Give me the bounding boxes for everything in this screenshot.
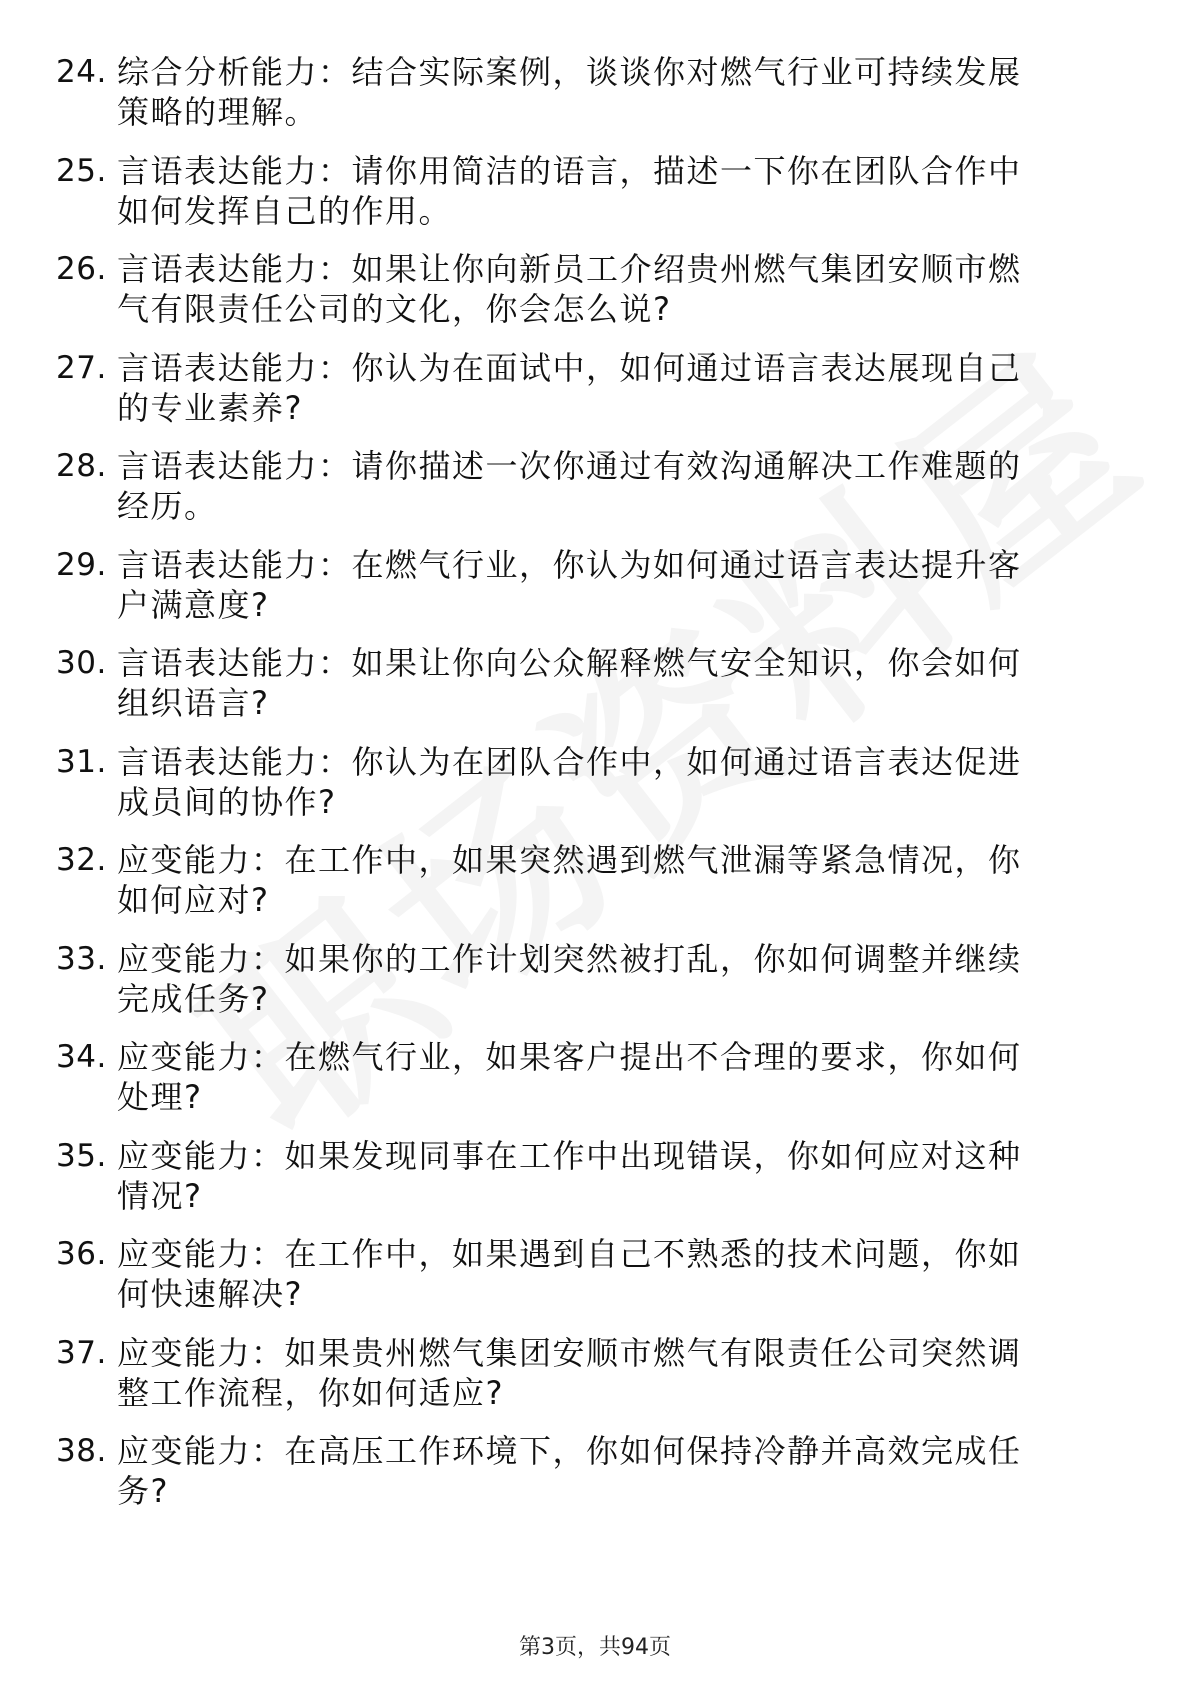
question-text: 言语表达能力：你认为在面试中，如何通过语言表达展现自己的专业素养? [117,348,1022,427]
question-item [0,446,1190,526]
question-text: 言语表达能力：请你描述一次你通过有效沟通解决工作难题的经历。 [117,447,1022,525]
question-item [0,1234,1190,1314]
question-item [0,1037,1190,1117]
question-text: 应变能力：如果你的工作计划突然被打乱，你如何调整并继续完成任务? [117,939,1022,1018]
page-footer: 第3页，共94页 [519,1635,671,1660]
question-text: 应变能力：在高压工作环境下，你如何保持冷静并高效完成任务? [117,1432,1022,1510]
question-text: 言语表达能力：在燃气行业，你认为如何通过语言表达提升客户满意度? [117,545,1022,624]
question-item [0,1136,1190,1216]
question-number: 37. [56,1334,107,1371]
question-item [0,1431,1190,1511]
question-number: 25. [56,152,107,189]
question-text: 言语表达能力：如果让你向新员工介绍贵州燃气集团安顺市燃气有限责任公司的文化，你会怎么说? [117,250,1022,328]
question-item [0,840,1190,920]
question-number: 35. [56,1137,107,1174]
question-item [0,939,1190,1019]
question-text: 综合分析能力：结合实际案例，谈谈你对燃气行业可持续发展策略的理解。 [117,53,1022,131]
question-item [0,742,1190,822]
question-text: 应变能力：在工作中，如果突然遇到燃气泄漏等紧急情况，你如何应对? [117,841,1022,919]
question-item [0,249,1190,329]
question-item [0,545,1190,625]
question-number: 36. [56,1236,107,1272]
question-text: 应变能力：在工作中，如果遇到自己不熟悉的技术问题，你如何快速解决? [117,1235,1022,1313]
question-item [0,52,1190,132]
question-text: 言语表达能力：你认为在团队合作中，如何通过语言表达促进成员间的协作? [117,742,1022,821]
question-text: 应变能力：如果贵州燃气集团安顺市燃气有限责任公司突然调整工作流程，你如何适应? [117,1333,1022,1412]
question-list [0,52,1190,1530]
question-number: 24. [56,54,107,90]
question-item [0,1333,1190,1413]
question-number: 26. [56,251,107,287]
question-number: 32. [56,842,107,878]
question-item [0,348,1190,428]
question-number: 33. [56,940,107,977]
question-number: 29. [56,546,107,583]
question-text: 应变能力：在燃气行业，如果客户提出不合理的要求，你如何处理? [117,1038,1022,1116]
question-number: 27. [56,349,107,386]
question-item [0,643,1190,723]
question-number: 38. [56,1433,107,1469]
question-number: 34. [56,1039,107,1075]
question-text: 言语表达能力：如果让你向公众解释燃气安全知识，你会如何组织语言? [117,644,1022,722]
question-text: 言语表达能力：请你用简洁的语言，描述一下你在团队合作中如何发挥自己的作用。 [117,151,1022,230]
question-number: 31. [56,743,107,780]
question-number: 28. [56,448,107,484]
question-item [0,151,1190,231]
question-number: 30. [56,645,107,681]
question-text: 应变能力：如果发现同事在工作中出现错误，你如何应对这种情况? [117,1136,1022,1215]
